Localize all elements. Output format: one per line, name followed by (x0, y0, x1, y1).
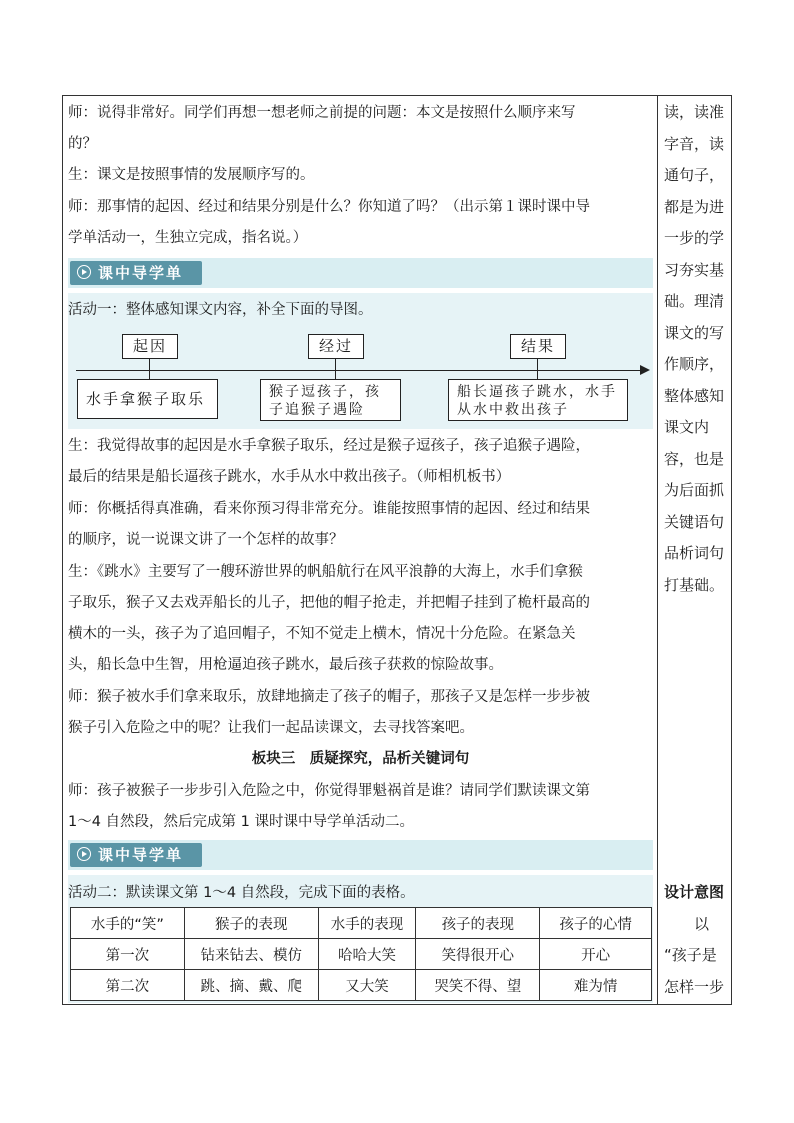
table-row (71, 970, 652, 1001)
note-line: 都是为进 (664, 197, 725, 216)
design-intent-title: 设计意图 (664, 883, 725, 901)
table-header: 孩子的心情 (540, 908, 652, 939)
text-line: 生：课文是按照事情的发展顺序写的。 (68, 167, 315, 183)
answer-cause: 水手拿猴子取乐 (77, 379, 218, 419)
table-cell: 哭笑不得、望 (416, 970, 540, 1001)
text-line: 师：说得非常好。同学们再想一想老师之前提的问题：本文是按照什么顺序来写 (68, 105, 576, 121)
text-line: 的顺序，说一说课文讲了一个怎样的故事？ (68, 532, 344, 548)
label-process: 经过 (308, 334, 364, 359)
note-line: 整体感知 (664, 386, 725, 405)
text-line: 师：猴子被水手们拿来取乐，放肆地摘走了孩子的帽子，那孩子又是怎样一步步被 (68, 689, 590, 705)
design-note (664, 97, 730, 601)
text-line: 头，船长急中生智，用枪逼迫孩子跳水，最后孩子获救的惊险故事。 (68, 657, 503, 673)
text-line: 猴子引入危险之中的呢？让我们一起品读课文，去寻找答案吧。 (68, 720, 474, 736)
text-line: 生：《跳水》主要写了一艘环游世界的帆船航行在风平浪静的大海上，水手们拿猴 (68, 564, 583, 580)
note-line: 怎样一步 (664, 977, 725, 996)
guide-tag (70, 843, 202, 867)
note-line: 作顺序， (664, 355, 725, 373)
table-header: 水手的“笑” (71, 908, 185, 939)
note-line: “孩子是 (664, 946, 717, 964)
timeline-axis (76, 370, 641, 371)
answer-result: 船长逼孩子跳水，水手从水中救出孩子 (448, 379, 628, 421)
text-line: 师：孩子被猴子一步步引入危险之中，你觉得罪魁祸首是谁？请同学们默读课文第 (68, 783, 590, 799)
mind-map (68, 327, 653, 427)
activity-2-text: 活动二：默读课文第 1～4 自然段，完成下面的表格。 (68, 885, 415, 901)
guide-tag-label: 课中导学单 (98, 846, 184, 864)
text-line: 1～4 自然段，然后完成第 1 课时课中导学单活动二。 (68, 814, 415, 830)
connector (335, 359, 336, 379)
table-header: 孩子的表现 (416, 908, 540, 939)
table-cell: 哈哈大笑 (318, 939, 416, 970)
table-cell: 难为情 (540, 970, 652, 1001)
table-cell: 笑得很开心 (416, 939, 540, 970)
note-line: 课文的写 (664, 323, 725, 342)
table-row (71, 939, 652, 970)
timeline-arrow-icon (640, 365, 650, 375)
note-line: 习夯实基 (664, 260, 725, 279)
table-cell: 又大笑 (318, 970, 416, 1001)
activity-1-text: 活动一：整体感知课文内容，补全下面的导图。 (68, 302, 373, 318)
note-line: 础。理清 (664, 292, 725, 310)
guide-banner (68, 258, 653, 288)
note-line: 容，也是 (664, 449, 725, 468)
text-line: 生：我觉得故事的起因是水手拿猴子取乐，经过是猴子逗孩子，孩子追猴子遇险， (68, 438, 590, 454)
guide-tag-label: 课中导学单 (98, 264, 184, 282)
text-line: 师：那事情的起因、经过和结果分别是什么？你知道了吗？（出示第１课时课中导 (68, 199, 590, 215)
text-line: 的？ (68, 136, 97, 152)
text-line: 横木的一头，孩子为了追回帽子，不知不觉走上横木，情况十分危险。在紧急关 (68, 626, 576, 642)
label-cause: 起因 (122, 334, 178, 359)
table-cell: 开心 (540, 939, 652, 970)
text-line: 师：你概括得真准确，看来你预习得非常充分。谁能按照事情的起因、经过和结果 (68, 501, 590, 517)
answer-process: 猴子逗孩子，孩子追猴子遇险 (260, 379, 401, 421)
table-cell: 跳、摘、戴、爬 (184, 970, 318, 1001)
table-header-row (71, 908, 652, 939)
table-cell: 第二次 (71, 970, 185, 1001)
table-cell: 钻来钻去、模仿 (184, 939, 318, 970)
text-line: 最后的结果是船长逼孩子跳水，水手从水中救出孩子。（师相机板书） (68, 469, 511, 485)
note-line: 课文内 (664, 418, 710, 436)
note-line: 一步的学 (664, 229, 725, 247)
note-line: 打基础。 (664, 575, 725, 594)
note-line: 读，读准 (664, 103, 725, 121)
note-line: 通句子， (664, 166, 725, 184)
note-line: 以 (694, 914, 710, 933)
design-intent (664, 877, 730, 1003)
table-header: 猴子的表现 (184, 908, 318, 939)
connector (149, 359, 150, 379)
note-line: 为后面抓 (664, 481, 725, 499)
text-line: 子取乐，猴子又去戏弄船长的儿子，把他的帽子抢走，并把帽子挂到了桅杆最高的 (68, 595, 590, 611)
guide-tag (70, 261, 202, 285)
connector (537, 359, 538, 379)
column-divider (657, 95, 658, 1005)
guide-banner (68, 840, 653, 870)
play-icon (77, 847, 91, 861)
text-line: 学单活动一，生独立完成，指名说。） (68, 230, 308, 246)
label-result: 结果 (510, 334, 566, 359)
note-line: 品析词句 (664, 544, 725, 562)
table-header: 水手的表现 (318, 908, 416, 939)
note-line: 关键语句 (664, 512, 725, 531)
note-line: 字音，读 (664, 134, 725, 153)
section-heading: 板块三 质疑探究，品析关键词句 (251, 751, 470, 767)
table-cell: 第一次 (71, 939, 185, 970)
play-icon (77, 265, 91, 279)
reading-table (70, 907, 652, 1001)
